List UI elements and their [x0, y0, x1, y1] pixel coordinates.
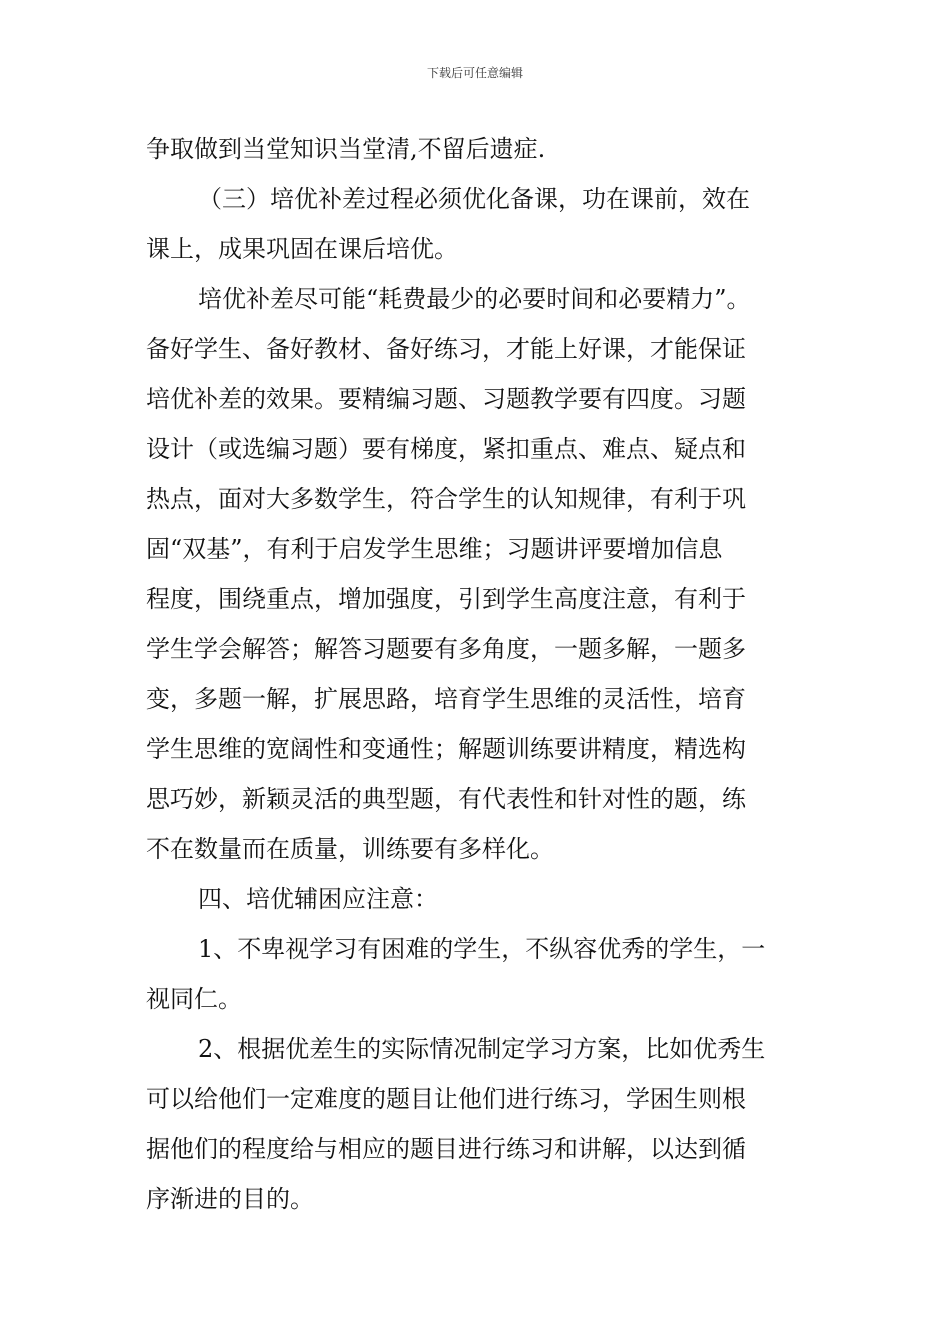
text-line: 备好学生、备好教材、备好练习，才能上好课，才能保证	[146, 335, 746, 363]
text-line: 2、根据优差生的实际情况制定学习方案，比如优秀生	[198, 1035, 766, 1063]
text-line: 不在数量而在质量，训练要有多样化。	[146, 835, 554, 863]
text-line: 程度，围绕重点，增加强度，引到学生高度注意，有利于	[146, 585, 746, 613]
text-line: 据他们的程度给与相应的题目进行练习和讲解，以达到循	[146, 1135, 746, 1163]
text-line: 学生思维的宽阔性和变通性；解题训练要讲精度，精选构	[146, 735, 746, 763]
text-line: 争取做到当堂知识当堂清,不留后遗症.	[146, 135, 546, 163]
text-line: 设计（或选编习题）要有梯度，紧扣重点、难点、疑点和	[146, 435, 746, 463]
document-body	[146, 124, 836, 1224]
text-line: 固“双基”，有利于启发学生思维；习题讲评要增加信息	[146, 535, 723, 563]
page-header: 下载后可任意编辑	[426, 66, 523, 80]
text-line: （三）培优补差过程必须优化备课，功在课前，效在	[198, 185, 750, 213]
text-line: 序渐进的目的。	[146, 1185, 314, 1213]
text-line: 视同仁。	[146, 985, 242, 1013]
text-line: 课上，成果巩固在课后培优。	[146, 235, 458, 263]
text-line: 热点，面对大多数学生，符合学生的认知规律，有利于巩	[146, 485, 746, 513]
text-line: 学生学会解答；解答习题要有多角度，一题多解，一题多	[146, 635, 746, 663]
section-heading: 四、培优辅困应注意：	[198, 885, 438, 913]
text-line: 培优补差尽可能“耗费最少的必要时间和必要精力”。	[198, 285, 751, 313]
text-line: 培优补差的效果。要精编习题、习题教学要有四度。习题	[146, 385, 746, 413]
text-line: 1、不卑视学习有困难的学生，不纵容优秀的学生，一	[198, 935, 766, 963]
text-line: 可以给他们一定难度的题目让他们进行练习，学困生则根	[146, 1085, 746, 1113]
text-line: 思巧妙，新颖灵活的典型题，有代表性和针对性的题，练	[146, 785, 746, 813]
text-line: 变，多题一解，扩展思路，培育学生思维的灵活性，培育	[146, 685, 746, 713]
